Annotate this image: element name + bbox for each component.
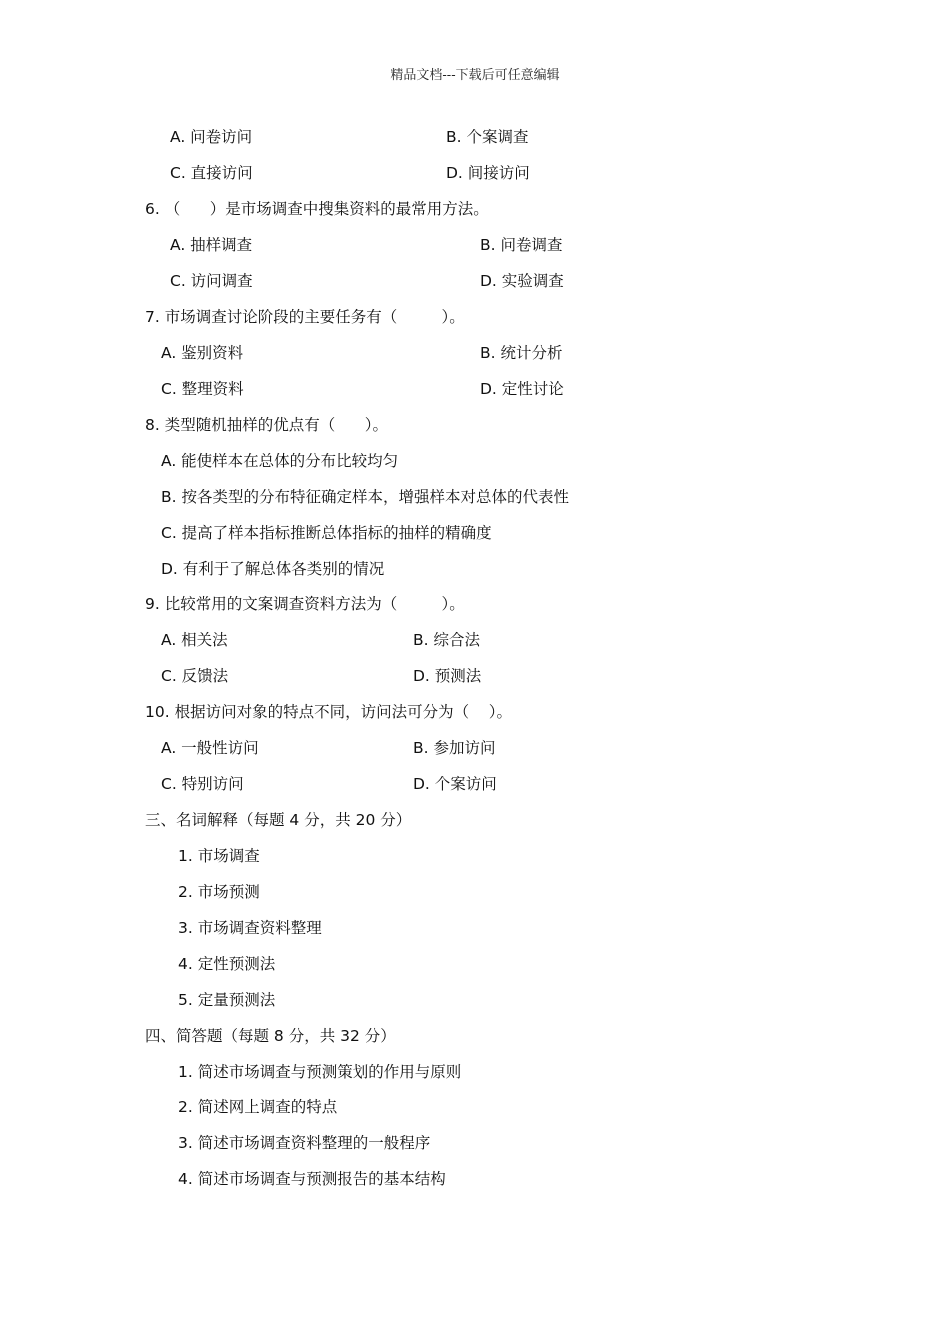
q8-option-c: C. 提高了样本指标推断总体指标的抽样的精确度 [161, 524, 492, 542]
q7-option-c: C. 整理资料 [161, 380, 244, 398]
q10-option-d: D. 个案访问 [413, 775, 497, 793]
q5-option-c: C. 直接访问 [170, 164, 253, 182]
q6-option-a: A. 抽样调查 [170, 236, 253, 254]
q10-option-a: A. 一般性访问 [161, 739, 259, 757]
q9-stem: 9. 比较常用的文案调查资料方法为（ ）。 [145, 595, 465, 613]
q10-option-c: C. 特别访问 [161, 775, 244, 793]
q8-stem: 8. 类型随机抽样的优点有（ ）。 [145, 416, 389, 434]
q6-option-b: B. 问卷调查 [480, 236, 563, 254]
section4-item-1: 1. 简述市场调查与预测策划的作用与原则 [178, 1063, 462, 1081]
section4-title: 四、简答题（每题 8 分，共 32 分） [145, 1027, 396, 1045]
q6-option-d: D. 实验调查 [480, 272, 564, 290]
q9-option-a: A. 相关法 [161, 631, 228, 649]
q10-option-b: B. 参加访问 [413, 739, 496, 757]
q7-stem: 7. 市场调查讨论阶段的主要任务有（ ）。 [145, 308, 465, 326]
q9-option-c: C. 反馈法 [161, 667, 229, 685]
section4-item-4: 4. 简述市场调查与预测报告的基本结构 [178, 1170, 446, 1188]
q7-option-a: A. 鉴别资料 [161, 344, 244, 362]
section4-item-3: 3. 简述市场调查资料整理的一般程序 [178, 1134, 431, 1152]
section4-item-2: 2. 简述网上调查的特点 [178, 1098, 338, 1116]
q7-option-b: B. 统计分析 [480, 344, 563, 362]
section3-item-1: 1. 市场调查 [178, 847, 260, 865]
q9-option-b: B. 综合法 [413, 631, 480, 649]
q7-option-d: D. 定性讨论 [480, 380, 564, 398]
q8-option-a: A. 能使样本在总体的分布比较均匀 [161, 452, 399, 470]
section3-item-2: 2. 市场预测 [178, 883, 260, 901]
section3-item-3: 3. 市场调查资料整理 [178, 919, 322, 937]
q8-option-b: B. 按各类型的分布特征确定样本，增强样本对总体的代表性 [161, 488, 569, 506]
q8-option-d: D. 有利于了解总体各类别的情况 [161, 560, 385, 578]
q10-stem: 10. 根据访问对象的特点不同，访问法可分为（ ）。 [145, 703, 513, 721]
section3-title: 三、名词解释（每题 4 分，共 20 分） [145, 811, 412, 829]
section3-item-5: 5. 定量预测法 [178, 991, 276, 1009]
q5-option-a: A. 问卷访问 [170, 128, 253, 146]
q6-option-c: C. 访问调查 [170, 272, 253, 290]
q5-option-d: D. 间接访问 [446, 164, 530, 182]
page-header: 精品文档---下载后可任意编辑 [390, 68, 560, 83]
q5-option-b: B. 个案调查 [446, 128, 529, 146]
q9-option-d: D. 预测法 [413, 667, 482, 685]
section3-item-4: 4. 定性预测法 [178, 955, 276, 973]
q6-stem: 6. （ ）是市场调查中搜集资料的最常用方法。 [145, 200, 489, 218]
